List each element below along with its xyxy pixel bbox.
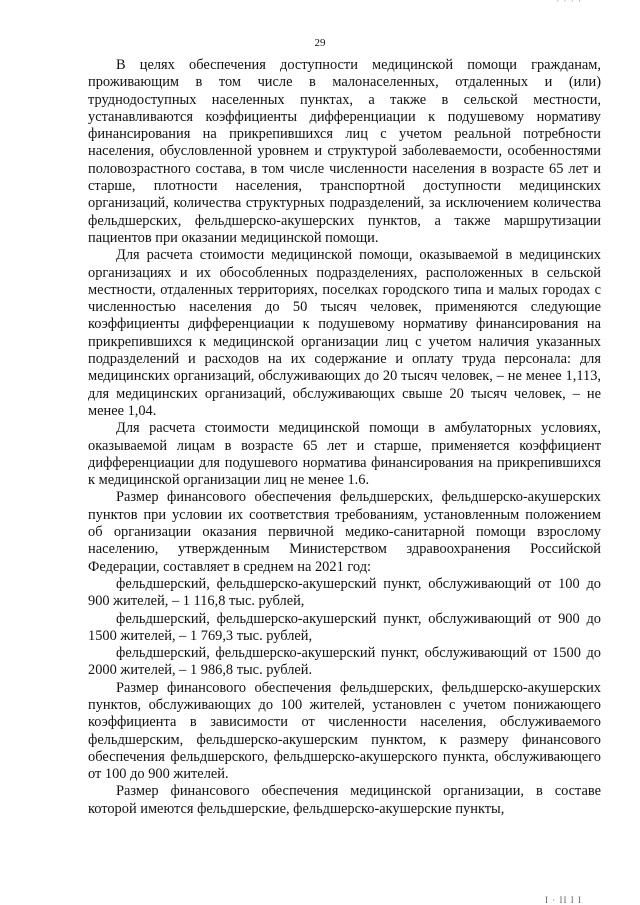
list-item-fap-900-1500: фельдшерский, фельдшерско-акушерский пункт, обслуживающий от 900 до 1500 жителей, – 1 769,3 тыс. рублей,	[88, 610, 601, 644]
scan-corner-mark: · · · ·	[556, 0, 582, 6]
document-body	[88, 57, 601, 818]
list-item-fap-1500-2000: фельдшерский, фельдшерско-акушерский пункт, обслуживающий от 1500 до 2000 жителей, – 1 986,8 тыс. рублей.	[88, 645, 601, 679]
scan-footer-mark: I · II I I	[545, 895, 582, 905]
paragraph-fap-under-100: Размер финансового обеспечения фельдшерских, фельдшерско-акушерских пунктов, обслуживающих до 100 жителей, установлен с учетом понижающего коэффициента в зависимости от численности населения, обслуживаемого фельдшерским, фельдшерско-акушерским пунктом, к размеру финансового обеспечения фельдшерского, фельдшерско-акушерского пункта, обслуживающего от 100 до 900 жителей.	[88, 679, 601, 783]
page-number: 29	[314, 37, 326, 49]
paragraph-rural-differentiation: Для расчета стоимости медицинской помощи, оказываемой в медицинских организациях и их обособленных подразделениях, расположенных в сельской местности, отдаленных территориях, поселках городского типа и малых городах с численностью населения до 50 тысяч человек, применяются следующие коэффициенты дифференциации к подушевому нормативу финансирования на прикрепившихся к медицинской организации лиц с учетом наличия указанных подразделений и расходов на их содержание и оплату труда персонала: для медицинских организаций, обслуживающих до 20 тысяч человек, – не менее 1,113, для медицинских организаций, обслуживающих свыше 20 тысяч человек, – не менее 1,04.	[88, 247, 601, 419]
paragraph-organization-funding: Размер финансового обеспечения медицинской организации, в составе которой имеются фельдшерские, фельдшерско-акушерские пункты,	[88, 783, 601, 817]
list-item-fap-100-900: фельдшерский, фельдшерско-акушерский пункт, обслуживающий от 100 до 900 жителей, – 1 116,8 тыс. рублей,	[88, 575, 601, 610]
paragraph-accessibility-coefficients: В целях обеспечения доступности медицинской помощи гражданам, проживающим в том числе в малонаселенных, отдаленных и (или) труднодоступных населенных пунктах, а также в сельской местности, устанавливаются коэффициенты дифференциации к подушевому нормативу финансирования на прикрепившихся лиц с учетом реальной потребности населения, обусловленной уровнем и структурой заболеваемости, особенностями половозрастного состава, в том числе численности населения в возрасте 65 лет и старше, плотности населения, транспортной доступности медицинских организаций, количества структурных подразделений, за исключением количества фельдшерских, фельдшерско-акушерских пунктов, а также маршрутизации пациентов при оказании медицинской помощи.	[88, 57, 601, 246]
paragraph-age-65-coefficient: Для расчета стоимости медицинской помощи в амбулаторных условиях, оказываемой лицам в возрасте 65 лет и старше, применяется коэффициент дифференциации для подушевого норматива финансирования на прикрепившихся к медицинской организации лиц не менее 1.6.	[88, 420, 601, 489]
paragraph-fap-funding: Размер финансового обеспечения фельдшерских, фельдшерско-акушерских пунктов при условии их соответствия требованиям, установленным положением об организации оказания первичной медико-санитарной помощи взрослому населению, утвержденным Министерством здравоохранения Российской Федерации, составляет в среднем на 2021 год:	[88, 489, 601, 575]
